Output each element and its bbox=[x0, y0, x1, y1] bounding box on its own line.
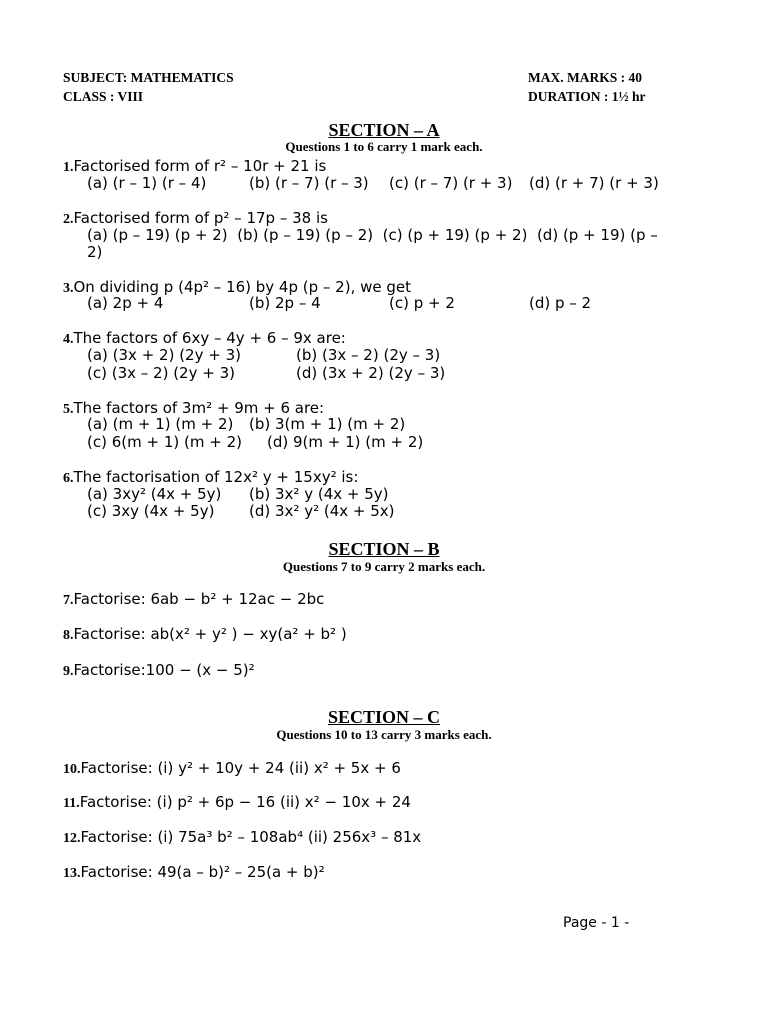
question-10 bbox=[63, 760, 401, 778]
section-c-title: SECTION – C bbox=[327, 707, 441, 727]
page-number: Page - 1 - bbox=[563, 915, 630, 931]
question-text: Factorise: (i) y² + 10y + 24 (ii) x² + 5x + 6 bbox=[80, 759, 401, 777]
question-text: Factorise: (i) 75a³ b² – 108ab⁴ (ii) 256x³ – 81x bbox=[80, 828, 422, 846]
question-7 bbox=[63, 591, 324, 609]
question-number: 4. bbox=[63, 332, 74, 347]
question-number: 10. bbox=[63, 762, 81, 777]
question-number: 2. bbox=[63, 212, 74, 227]
option-d: (d) (3x + 2) (2y – 3) bbox=[296, 364, 446, 382]
option-a: (a) (r – 1) (r – 4) bbox=[87, 174, 207, 192]
option-a: (a) (3x + 2) (2y + 3) bbox=[87, 346, 241, 364]
question-13 bbox=[63, 864, 325, 882]
question-number: 6. bbox=[63, 471, 74, 486]
option-d: (d) 3x² y² (4x + 5x) bbox=[249, 502, 395, 520]
question-number: 9. bbox=[63, 664, 74, 679]
option-b: (b) 2p – 4 bbox=[249, 294, 321, 312]
question-text: Factorise: ab(x² + y² ) − xy(a² + b² ) bbox=[73, 625, 347, 643]
option-a: (a) 2p + 4 bbox=[87, 294, 164, 312]
question-number: 12. bbox=[63, 831, 81, 846]
option-c: (c) (3x – 2) (2y + 3) bbox=[87, 364, 235, 382]
question-text: Factorise: (i) p² + 6p − 16 (ii) x² − 10x + 24 bbox=[79, 793, 411, 811]
section-b-subtitle: Questions 7 to 9 carry 2 marks each. bbox=[282, 559, 486, 574]
question-text: The factors of 6xy – 4y + 6 – 9x are: bbox=[73, 329, 346, 347]
question-number: 1. bbox=[63, 160, 74, 175]
option-b: (b) (3x – 2) (2y – 3) bbox=[296, 346, 441, 364]
option-c: (c) p + 2 bbox=[389, 294, 455, 312]
option-d: (d) p – 2 bbox=[529, 294, 592, 312]
question-number: 3. bbox=[63, 281, 74, 296]
question-number: 5. bbox=[63, 402, 74, 417]
question-12 bbox=[63, 829, 421, 847]
section-b-title: SECTION – B bbox=[328, 539, 440, 559]
options-line: (a) (p – 19) (p + 2) (b) (p – 19) (p – 2) (c) (p + 19) (p + 2) (d) (p + 19) (p – bbox=[87, 226, 658, 244]
question-text: Factorise: 6ab − b² + 12ac − 2bc bbox=[73, 590, 325, 608]
section-c-subtitle: Questions 10 to 13 carry 3 marks each. bbox=[276, 727, 492, 742]
question-text: The factorisation of 12x² y + 15xy² is: bbox=[73, 468, 359, 486]
question-text: Factorised form of p² – 17p – 38 is bbox=[73, 209, 328, 227]
question-text: On dividing p (4p² – 16) by 4p (p – 2), we get bbox=[73, 278, 411, 296]
options-wrap: 2) bbox=[87, 243, 103, 261]
question-text: Factorised form of r² – 10r + 21 is bbox=[73, 157, 327, 175]
question-number: 7. bbox=[63, 593, 74, 608]
option-d: (d) 9(m + 1) (m + 2) bbox=[267, 433, 424, 451]
subject-label: SUBJECT: MATHEMATICS bbox=[63, 70, 234, 85]
question-text: Factorise:100 − (x − 5)² bbox=[73, 661, 255, 679]
option-c: (c) (r – 7) (r + 3) bbox=[389, 174, 513, 192]
section-a-title: SECTION – A bbox=[328, 120, 440, 140]
option-a: (a) 3xy² (4x + 5y) bbox=[87, 485, 222, 503]
option-b: (b) 3(m + 1) (m + 2) bbox=[249, 415, 406, 433]
class-label: CLASS : VIII bbox=[63, 89, 144, 104]
section-a-subtitle: Questions 1 to 6 carry 1 mark each. bbox=[285, 139, 483, 154]
option-d: (d) (r + 7) (r + 3) bbox=[529, 174, 659, 192]
question-number: 13. bbox=[63, 866, 81, 881]
option-c: (c) 3xy (4x + 5y) bbox=[87, 502, 215, 520]
question-text: The factors of 3m² + 9m + 6 are: bbox=[73, 399, 325, 417]
question-text: Factorise: 49(a – b)² – 25(a + b)² bbox=[80, 863, 325, 881]
option-c: (c) 6(m + 1) (m + 2) bbox=[87, 433, 242, 451]
max-marks-label: MAX. MARKS : 40 bbox=[528, 70, 642, 85]
duration-label: DURATION : 1½ hr bbox=[528, 89, 646, 104]
option-b: (b) (r – 7) (r – 3) bbox=[249, 174, 369, 192]
question-9 bbox=[63, 662, 255, 680]
option-b: (b) 3x² y (4x + 5y) bbox=[249, 485, 389, 503]
option-a: (a) (m + 1) (m + 2) bbox=[87, 415, 234, 433]
question-8 bbox=[63, 626, 347, 644]
question-11 bbox=[63, 794, 411, 812]
question-number: 11. bbox=[63, 796, 80, 811]
question-number: 8. bbox=[63, 628, 74, 643]
